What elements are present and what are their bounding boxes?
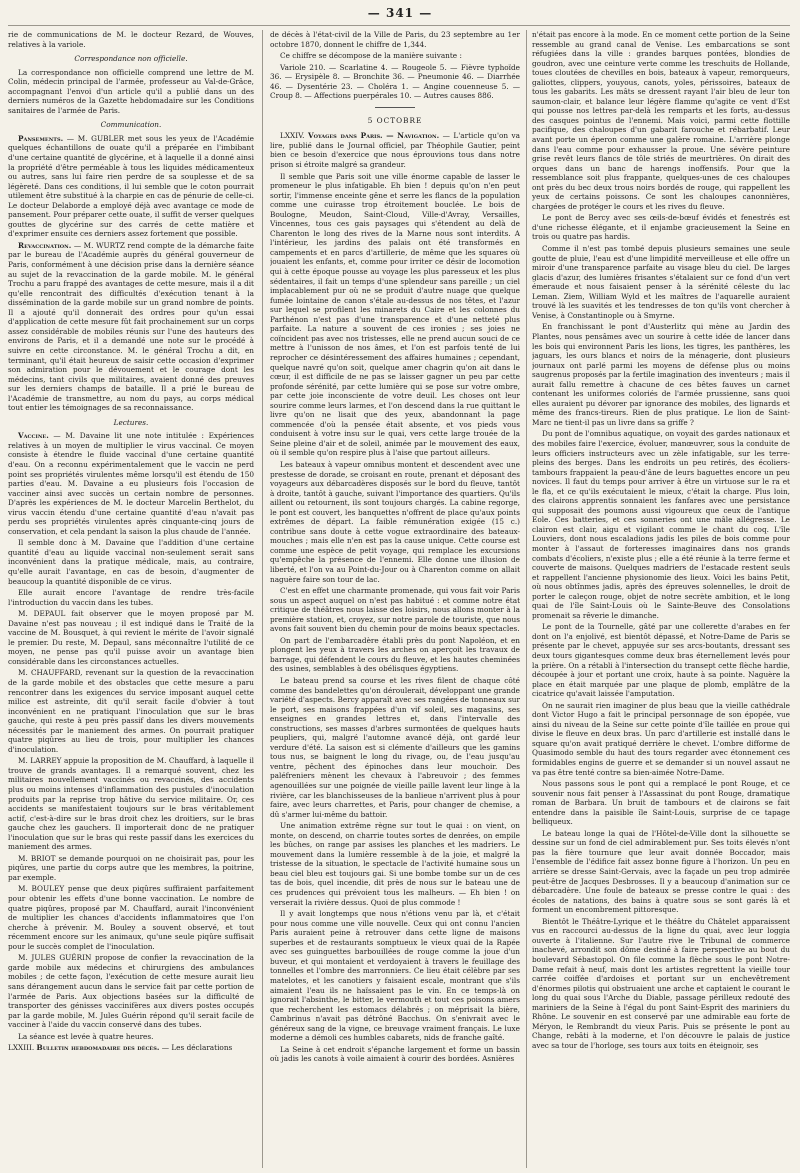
- paragraph: Du pont de l'omnibus aquatique, on voyait des gardes nationaux et des mobiles faire l'exercice, évoluer, manœuvrer, sous la conduite de leurs officiers instructeurs avec un zèle infatigable, sur les terre-pleins des berges. Dans les endroits un peu retirés, des écoliers-tambours frappaient la peau-d'âne de leurs baguettes encore un peu novices. Il faut du temps pour arriver à être un virtuose sur le ra et le fla, et ce qu'ils exécutaient le mieux, c'était la charge. Plus loin, des clairons apprentis sonnaient les fanfares avec une persistance qui supposait des poumons aussi vigoureux que ceux de l'antique Eole. Ces batteries, et ces sonneries ont une mâle allégresse. Le clairon est clair, aigu et vigilant comme le chant du coq. L'île Louviers, dont nous escaladions jadis les piles de bois comme pour monter à l'assaut de forteresses imaginaires dans nos grands combats d'écoliers, n'existe plus ; elle a été réunie à la terre ferme et couverte de maisons. Quelques madriers de l'estacade restent seuls et rappellent l'ancienne physionomie des lieux. Voici les bains Petit, où nous obtînmes jadis, après des épreuves solennelles, le droit de porter le caleçon rouge, objet de notre secrète ambition, et le long quai de l'île Saint-Louis où le Sainte-Beuve des Consolations promenait sa rêverie le dimanche.: [532, 429, 790, 620]
- page-number: — 341 —: [367, 6, 433, 20]
- separator: [375, 107, 415, 108]
- paragraph: M. BOULEY pense que deux piqûres suffiraient parfaitement pour obtenir les effets d'une bonne vaccination. Le nombre de quatre piqûres, proposé par M. Chauffard, aurait l'inconvénient de multiplier les chances d'accidents inflammatoires que l'on cherche à prévenir. M. Bouley a souvent observé, et tout récemment encore sur les animaux, qu'une seule piqûre suffisait pour le succès complet de l'inoculation.: [8, 884, 254, 951]
- column-2: [270, 30, 520, 1170]
- paragraph: Il semble donc à M. Davaine que l'addition d'une certaine quantité d'eau au liquide vaccinal non-seulement serait sans inconvénient dans la pratique médicale, mais, au contraire, qu'elle aurait l'avantage, en cas de besoin, d'augmenter de beaucoup la quantité disponible de ce virus.: [8, 538, 254, 586]
- paragraph: Comme il n'est pas tombé depuis plusieurs semaines une seule goutte de pluie, l'eau est d'une limpidité merveilleuse et elle offre un miroir d'une transparence parfaite au visage bleu du ciel. De larges glacis d'azur, des lumières frisantes s'étalaient sur ce fond d'un vert émeraude et nous faisaient penser à la sérénité céleste du lac Leman. Ziem, William Wyld et les maîtres de l'aquarelle auraient trouvé là les suavités et les tendresses de ton qu'ils vont chercher à Venise, à Constantinople ou à Smyrne.: [532, 244, 790, 320]
- paragraph: M. LARREY appuie la proposition de M. Chauffard, à laquelle il trouve de grands avantages. Il a remarqué souvent, chez les militaires nouvellement vaccinés ou revaccinés, des accidents plus ou moins intenses d'inflammation des pustules d'inoculation produits par la reprise trop hâtive du service militaire. Or, ces accidents se manifestaient toujours sur le bras véritablement actif, c'est-à-dire sur le bras droit chez les droitiers, sur le bras gauche chez les gauchers. Il importerait donc de ne pratiquer l'inoculation que sur le bras qui reste passif dans les exercices du maniement des armes.: [8, 756, 254, 852]
- paragraph: La séance est levée à quatre heures.: [18, 1031, 154, 1041]
- paragraph: M. CHAUFFARD, revenant sur la question de la revaccination de la garde mobile et des obstacles que cette mesure a paru rencontrer dans les exigences du service imposant auquel cette milice est astreinte, dit qu'il serait facile d'obvier à tout inconvénient en ne pratiquant l'inoculation que sur le bras gauche, qui reste à peu près passif dans les divers mouvements nécessités par le maniement des armes. On pourrait pratiquer quatre piqûres au lieu de trois, pour multiplier les chances d'inoculation.: [8, 668, 254, 754]
- paragraph: n'était pas encore à la mode. En ce moment cette portion de la Seine ressemble au grand canal de Venise. Les embarcations se sont réfugiées dans la ville : grandes barques pontées, blondies de goudron, avec une ceinture verte comme les treschuits de Hollande, toues cloutées de chevilles en bois, bateaux à vapeur, remorqueurs, galiottes, clippers, youyous, canots, yoles, périssoires, bateaux de tous les gabarits. Les mâts se dressent rayant l'air bleu de leur ton saumon-clair, et balance leur légère flamme qu'agite ce vent d'Est qui pousse nos lettres par-delà les remparts et les forts, au-dessus des casques pointus de l'ennemi. Mais voici, parmi cette flottille pacifique, des chaloupes d'un gabarit farouche et rébarbatif. Leur avant porte un éperon comme une galère romaine. L'arrière plonge dans l'eau comme pour exhausser la proue. Une sévère peinture grise revêt leurs flancs de tôle striés de meurtrières. On dirait des orques dans un banc de harengs inoffensifs. Pour que la ressemblance soit plus frappante, quelques-unes de ces chaloupes ont près du bec deux trous noirs bordés de rouge, qui rappellent les yeux de certains poissons. Ce sont les chaloupes canonnières, chargées de protéger le cours et les rives du fleuve.: [532, 30, 790, 211]
- section-heading: Communication.: [100, 120, 162, 130]
- paragraph: M. DEPAUL fait observer que le moyen proposé par M. Davaine n'est pas nouveau ; il est indiqué dans le Traité de la vaccine de M. Bousquet, à qui revient le mérite de l'avoir signalé le premier. Du reste, M. Depaul, sans méconnaître l'utilité de ce moyen, ne pense pas qu'il puisse avoir un avantage bien considérable dans les circonstances actuelles.: [8, 609, 254, 666]
- section-heading: Lectures.: [113, 417, 149, 427]
- header-rule: [8, 25, 790, 26]
- column-divider: [262, 30, 263, 1168]
- paragraph: Le pont de Bercy avec ses œils-de-bœuf évidés et fenestrés est d'une richesse élégante, et il enjambe gracieusement la Seine en trois ou quatre pas hardis.: [532, 213, 790, 242]
- paragraph: Elle aurait encore l'avantage de rendre très-facile l'introduction du vaccin dans les tubes.: [8, 588, 254, 607]
- paragraph: Il semble que Paris soit une ville énorme capable de lasser le promeneur le plus infatigable. Eh bien ! depuis qu'on n'en peut sortir, l'immense enceinte gêne et serre les flancs de la population comme une cuirasse trop étroitement bouclée. Le bois de Boulogne, Meudon, Saint-Cloud, Ville-d'Avray, Versailles, Vincennes, tous ces gais paysages qui s'étendent au delà de Charenton le long des rives de la Marne nous sont interdits. A l'intérieur, les jardins des palais ont été transformés en campements et en parcs d'artillerie, de même que les squares où jouaient les enfants, et, comme pour irriter ce désir de locomotion qui à cette époque pousse au voyage les plus paresseux et les plus sédentaires, il fait un temps d'une splendeur sans pareille ; un ciel implacablement pur où ne se produit d'autre nuage que quelque fumée lointaine de canon s'étale au-dessus de nos têtes, et l'azur sur lequel se profilent les minarets du Caire et les colonnes du Parthénon n'est pas d'une transparence et d'une netteté plus parfaite. La nature a souvent de ces ironies ; ses joies ne coïncident pas avec nos tristesses, elle ne prend aucun souci de ce mettre à l'unisson de nos âmes, et l'on est parfois tenté de lui reprocher ce désintéressement des affaires humaines ; cependant, quelque navré qu'on soit, quelque amer chagrin qu'on ait dans le cœur, il est difficile de ne pas se laisser gagner un peu par cette profonde sérénité, par cette lumière qui se pose sur votre ombre, par cette joie inconsciente de votre deuil. Les choses ont leur sourire comme leurs larmes, et l'on descend dans la rue quittant le livre qu'on ne lisait que des yeux, abandonnant la page commencée d'où la pensée était absente, et vos pieds vous conduisent à votre insu sur le quai, vers cette large trouée de la Seine pleine d'air et de soleil, animée par le mouvement des eaux, où il semble qu'on respire plus à l'aise que partout ailleurs.: [270, 171, 520, 458]
- paragraph-lxxiii: [8, 1043, 254, 1053]
- paragraph: On ne saurait rien imaginer de plus beau que la vieille cathédrale dont Victor Hugo a fait le principal personnage de son épopée, vue ainsi du niveau de la Seine sur cette pointe d'île taillée en proue qui divise le fleuve en deux bras. Un parc d'artillerie est installé dans le square qu'on avait pratiqué derrière le chevet. L'ombre difforme de Quasimodo semble du haut des tours regarder avec étonnement ces formidables engins de guerre et se demander si un nouvel assaut ne va pas être tenté contre sa bien-aimée Notre-Dame.: [532, 700, 790, 777]
- paragraph-text: — M. Davaine lit une note intitulée : Expériences relatives à un moyen de multiplier le virus vaccinal. Ce moyen consiste à étendre le fluide vaccinal d'une certaine quantité d'eau. On a reconnu expérimentalement que le vaccin ne perd point ses propriétés virulentes même lorsqu'il est étendu de 150 parties d'eau. M. Davaine a eu plusieurs fois l'occasion de vacciner ainsi avec succès un certain nombre de personnes. D'après les expériences de M. le docteur Marcelin Berthelot, du virus vaccin étendu d'une certaine quantité d'eau n'avait pas perdu ses propriétés virulentes après cinquante-cinq jours de conservation, et cela pendant la saison la plus chaude de l'année.: [8, 431, 254, 536]
- paragraph: Le bateau prend sa course et les rives filent de chaque côté comme des bandelettes qu'on déroulerait, développant une grande variété d'aspects. Bercy apparaît avec ses rangées de tonneaux sur le port, ses maisons frappées d'un vif soleil, ses magasins, ses enseignes en grandes lettres et, dans l'intervalle des constructions, ses masses d'arbres surmontées de quelques hauts peupliers, qui, malgré l'automne avancé déjà, ont gardé leur verdure d'été. La saison est si clémente d'ailleurs que les gamins tous nus, se baignent le long du rivage, ou, de l'eau jusqu'au ventre, pêchent des épinoches dans leur mouchoir. Des paléfreniers mènent les chevaux à l'abreuvoir ; des femmes agenouillées sur une poignée de vieille paille lavent leur linge à la rivière, car les blanchisseuses de la banlieue n'arrivent plus à pour faire, avec leurs charrettes, et Paris, pour changer de chemise, a dû s'armer lui-même du battoir.: [270, 676, 520, 819]
- paragraph-text: — M. GUBLER met sous les yeux de l'Académie quelques échantillons de ouate qu'il a préparée en l'imbibant d'une certaine quantité de glycérine, et à laquelle il a donné ainsi la propriété d'être perméable à tous les liquides médicamenteux ou autres, sans lui faire rien perdre de sa souplesse et de sa légèreté. Dans ces conditions, il lui semble que le coton pourrait utilement être substitué à la charpie en cas de pénurie de celle-ci. Le docteur Delaborde a employé déjà avec avantage ce mode de pansement. Pour préparer cette ouate, il suffit de verser quelques gouttes de glycérine sur des carrés de cette matière et d'exprimer ensuite ces derniers assez fortement que possible.: [8, 133, 254, 239]
- paragraph: La correspondance non officielle comprend une lettre de M. Colin, médecin principal de l'armée, professeur au Val-de-Grâce, accompagnant l'envoi d'un article qu'il a publié dans un des derniers numéros de la Gazette hebdomadaire sur les Conditions sanitaires de l'armée de Paris.: [8, 67, 254, 115]
- paragraph: rie de communications de M. le docteur Rezard, de Wouves, relatives à la variole.: [8, 30, 254, 49]
- paragraph-text: — L'article qu'on va lire, publié dans le Journal officiel, par Théophile Gautier, peint bien ce besoin d'exercice que nous éprouvions tous dans notre prison si étroite malgré sa grandeur.: [270, 131, 520, 170]
- paragraph: Ce chiffre se décompose de la manière suivante :: [280, 51, 462, 61]
- column-divider: [526, 30, 527, 1168]
- paragraph: de décès à l'état-civil de la Ville de Paris, du 23 septembre au 1er octobre 1870, donnent le chiffre de 1,344.: [270, 30, 520, 49]
- article-title: Voyages dans Paris. — Navigation.: [307, 131, 440, 141]
- section-heading: Correspondance non officielle.: [74, 54, 188, 64]
- paragraph: Il y avait longtemps que nous n'étions venu par là, et c'était pour nous comme une ville nouvelle. Ceux qui ont connu l'ancien Paris auraient peine à retrouver dans cette ligne de maisons superbes et de restaurants somptueux le vieux quai de la Rapée avec ses guinguettes barbouillées de rouge comme la joue d'un buveur, et qui montaient et verdoyaient à travers le feuillage des tonnelles et l'ombre des marronniers. Ce lieu était célèbre par ses matelotes, et les canotiers y faisaient escale, montrant que s'ils aimaient l'eau ils ne haïssaient pas le vin. En ce temps-là on ignorait l'absinthe, le bitter, le vermouth et tout ces poisons amers que recherchent les estomacs délabrés ; on méprisait la bière, Cambrinus n'avait pas détrôné Bacchus. On s'enivrait avec le généreux sang de la vigne, ce breuvage vraiment français. Le luxe moderne a démoli ces humbles cabarets, nids de franche gaîté.: [270, 909, 520, 1043]
- column-3: [532, 30, 790, 1170]
- paragraph: C'est en effet une charmante promenade, qui vous fait voir Paris sous un aspect auquel on n'est pas habitué : et comme notre état critique de théâtres nous laisse des loisirs, nous allons monter à la première station, et, croyez, sur notre parole de touriste, que nous avons fait souvent bien du chemin pour de moins beaux spectacles.: [270, 586, 520, 634]
- paragraph: M. BRIOT se demande pourquoi on ne choisirait pas, pour les piqûres, une partie du corps autre que les membres, la poitrine, par exemple.: [8, 853, 254, 882]
- article-number: LXXIV.: [280, 131, 305, 141]
- article-title: Vaccine.: [18, 431, 49, 441]
- article-title: Bulletin hebdomadaire des décès.: [36, 1043, 160, 1053]
- paragraph-revaccination: [8, 241, 254, 413]
- article-title: Revaccination.: [18, 240, 72, 250]
- paragraph-vaccine: [8, 431, 254, 536]
- paragraph: Le pont de la Tournelle, gâté par une collerette d'arabes en fer dont on l'a enjolivé, est bientôt dépassé, et Notre-Dame de Paris se présente par le chevet, appuyée sur ses arcs-boutants, dressant ses deux tours gigantesques comme deux bras éternellement levés pour la prière. On a rétabli à l'intersection du transept cette flèche hardie, découpée à jour et portant une croix, haute à sa pointe. Naguère la place en était marquée par une plaque de plomb, emplâtre de la cicatrice qu'avait laissée l'amputation.: [532, 622, 790, 699]
- paragraph: Une animation extrême règne sur tout le quai : on vient, on monte, on descend, on charrie toutes sortes de denrées, on empile les bûches, on range par assises les planches et les madriers. Le mouvement dans la lumière ressemble à de la joie, et malgré la tristesse de la situation, le spectacle de l'activité humaine sous un beau ciel bleu est toujours gai. Si une bombe tombe sur un de ces tas de bois, quel incendie, dit près de nous sur le bateau une de ces prudences qui prévoient tous les malheurs. — Eh bien ! on verserait la rivière dessus. Quoi de plus commode !: [270, 821, 520, 907]
- paragraph: En franchissant le pont d'Austerlitz qui mène au Jardin des Plantes, nous pensâmes avec un sourire à cette idée de lancer dans les bois qui environnent Paris les lions, les tigres, les panthères, les jaguars, les ours blancs et noirs de la ménagerie, dont plusieurs journaux ont parlé parmi les moyens de défense plus ou moins saugrenus proposés par la fertile imagination des inventeurs ; mais il aurait fallu remettre à chacune de ces bêtes fauves un carnet contenant les uniformes coloriés de l'armée prussienne, sans quoi elles auraient pu dévorer par ignorance des mobiles, des lignards et même des francs-tireurs. Rien de plus pratique. Le lion de Saint-Marc ne tient-il pas un livre dans sa griffe ?: [532, 322, 790, 427]
- paragraph-pansements: [8, 134, 254, 239]
- paragraph-text: — Les déclarations: [161, 1043, 233, 1053]
- paragraph: Variole 210. — Scarlatine 4. — Rougeole 5. — Fièvre typhoïde 36. — Erysipèle 8. — Bronchite 36. — Pneumonie 46. — Diarrhée 46. — Dysentérie 23. — Choléra 1. — Angine couenneuse 5. — Croup 8. — Affections puerpérales 10. — Autres causes 886.: [270, 62, 520, 101]
- paragraph: M. JULES GUÉRIN propose de confier la revaccination de la garde mobile aux médecins et chirurgiens des ambulances mobiles ; de cette façon, l'exécution de cette mesure aurait lieu sans dérangement aucun dans le service fait par cette portion de l'armée de Paris. Aux objections basées sur la difficulté de transporter des génisses vaccinifères aux divers postes occupés par la garde mobile, M. Jules Guérin répond qu'il serait facile de vacciner à l'aide du vaccin conservé dans des tubes.: [8, 953, 254, 1030]
- article-number: LXXIII.: [8, 1043, 35, 1053]
- column-1: [8, 30, 254, 1170]
- paragraph-lxxiv: [270, 131, 520, 169]
- date-heading: 5 OCTOBRE: [367, 115, 423, 125]
- paragraph-text: — M. WURTZ rend compte de la démarche faite par le bureau de l'Académie auprès du général gouverneur de Paris, conformément à une décision prise dans la dernière séance au sujet de la revaccination de la garde mobile. M. le général Trochu a paru frappé des avantages de cette mesure, mais il a dit qu'elle rencontrait des difficultés d'exécution tenant à la dissémination de la garde mobile sur un grand nombre de points. Il a ajouté qu'il donnerait des ordres pour qu'un essai d'application de cette mesure fût fait prochainement sur un corps assez considérable de mobiles réunis sur l'une des hauteurs des environs de Paris, et il a demandé une note sur le procédé à suivre en cette circonstance. M. le général Trochu a dit, en terminant, qu'il était heureux de saisir cette occasion d'exprimer son admiration pour le dévouement et le courage dont les médecins, tant civils que militaires, avaient donné des preuves sur les derniers champs de bataille. Il a prié le bureau de l'Académie de transmettre, au nom du pays, au corps médical tout entier les témoignages de sa reconnaissance.: [8, 240, 254, 413]
- paragraph: Le bateau longe la quai de l'Hôtel-de-Ville dont la silhouette se dessine sur un fond de ciel admirablement pur. Ses toits élevés n'ont pas la fière tournure que leur avait donnée Boccador, mais l'ensemble de l'édifice fait assez bonne figure à l'horizon. Un peu en arrière se dresse Saint-Gervais, avec la façade un peu trop admirée peut-être de Jacques Desbrosses. Il y a beaucoup d'animation sur ce débarcadère. Une foule de bateaux se presse contre le quai : des écoles de natations, des bains à quatre sous se sont garés là et forment un encombrement pittoresque.: [532, 828, 790, 915]
- paragraph: On part de l'embarcadère établi près du pont Napoléon, et en plongent les yeux à travers les arches on aperçoit les travaux de barrage, qui défendent le cours du fleuve, et les hautes cheminées des usines, semblables à des obélisques égyptiens.: [270, 635, 520, 674]
- paragraph: La Seine à cet endroit s'épanche largement et forme un bassin où jadis les canots à voile aimaient à courir des bordées. Asnières: [270, 1044, 520, 1064]
- article-title: Pansements.: [18, 133, 64, 143]
- paragraph: Les bateaux à vapeur omnibus montent et descendent avec une prestesse de dorade, se croisant en route, prenant et déposant des voyageurs aux débarcadères disposés sur le bord du fleuve, tantôt à droite, tantôt à gauche, suivant l'importance des quartiers. Qu'ils aillent ou retournent, ils sont toujours chargés. La cabine regorge, le pont est couvert, les banquettes n'offrent de place qu'aux points extrêmes de départ. La faible rémunération exigée (15 c.) contribue sans doute à cette vogue extraordinaire des bateaux-mouches ; mais elle n'en est pas la cause unique. Cette course est comme une espèce de petit voyage, qui remplace les excursions qu'empêche la présence de l'ennemi. Elle donne une illusion de liberté, et l'on va au Point-du-Jour ou à Charenton comme on allait naguère faire son tour de lac.: [270, 459, 520, 584]
- paragraph: Bientôt le Théâtre-Lyrique et le théâtre du Châtelet apparaissent vus en raccourci au-dessus de la ligne du quai, avec leur loggia ouverte à l'italienne. Sur l'autre rive le Tribunal de commerce inachevé, arrondit son dôme destiné à faire perspective au bout du boulevard Sébastopol. On file comme la flèche sous le pont Notre-Dame refait à neuf, mais dont les artistes regrettent la vieille tour carrée coiffée d'ardoises et portant sur un enchevêtrement d'énormes pilotis qui obstruaient une arche et captaient le courant le long du quai sous l'Arche du Diable, passage périlleux redouté des mariniers de la Seine à l'égal du pont Saint-Esprit des mariniers du Rhône. Le souvenir en est conservé par une admirable eau forte de Méryon, le Rembrandt du vieux Paris. Puis se présente le pont au Change, rebâti à la moderne, et l'on découvre le palais de justice avec sa tour de l'horloge, ses tours aux toits en éteignoir, ses: [532, 916, 790, 1050]
- paragraph: Nous passons sous le pont qui a remplacé le pont Rouge, et ce souvenir nous fait penser à l'Assassinat du pont Rouge, dramatique roman de Barbara. Un bruit de tambours et de clairons se fait entendre dans la paisible île Saint-Louis, surprise de ce tapage belliqueux.: [532, 779, 790, 827]
